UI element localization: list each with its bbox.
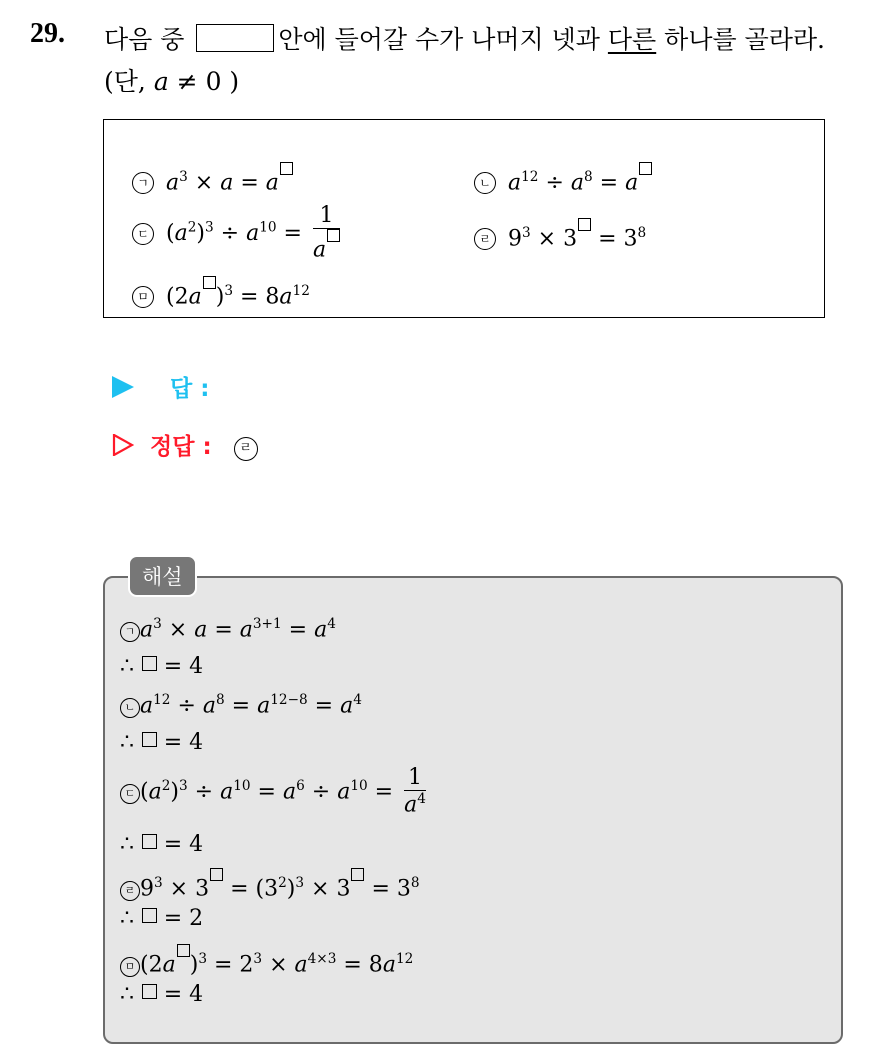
choice-5: ㅁ (2a )$^3 = 8a^{12}$ — [132, 276, 310, 309]
blank-square-icon — [142, 732, 157, 747]
blank-square-icon — [142, 834, 157, 849]
explanation-line: ㄱ $a^3 \times a = a^{3+1} = a^4$ — [120, 616, 336, 642]
choice-marker: ㄷ — [120, 784, 140, 804]
choice-3: ㄷ $(a^2)^3 \div a^{10}$ = $\frac{1}{a}$ — [132, 204, 340, 264]
blank-square-icon — [177, 944, 190, 957]
choice-marker: ㅁ — [120, 957, 140, 977]
correct-answer-value: ㄹ — [234, 437, 258, 461]
question-text — [104, 20, 825, 56]
explanation-line: ∴ = 4 — [120, 654, 204, 679]
question-number: 29. — [30, 18, 65, 49]
choice-marker: ㄱ — [132, 172, 154, 194]
blank-square-icon — [210, 868, 223, 881]
choice-2: ㄴ $a^{12} \div a^8 = a$ — [474, 162, 652, 195]
question-text-after: 안에 들어갈 수가 나머지 넷과 — [278, 25, 600, 54]
blank-square-icon — [142, 908, 157, 923]
explanation-line: ㅁ (2a )$^3 = 2^3 \times a^{4\times 3} = 8a^{12}$ — [120, 944, 413, 977]
explanation-tag: 해설 — [128, 555, 197, 597]
choice-1: ㄱ $a^3 \times a = a$ — [132, 162, 293, 195]
explanation-line: ∴ = 4 — [120, 832, 204, 857]
blank-square-icon — [280, 162, 293, 175]
blank-square-icon — [578, 218, 591, 231]
explanation-line: ㄷ $(a^2)^3 \div a^{10} = a^6 \div a^{10}$ = $\frac{1}{a^4}$ — [120, 766, 426, 819]
explanation-line: ∴ = 2 — [120, 906, 204, 931]
answer-blank-box — [196, 24, 274, 52]
blank-square-icon — [639, 162, 652, 175]
blank-square-icon — [203, 276, 216, 289]
correct-answer-row — [112, 428, 258, 461]
choice-marker: ㄴ — [474, 172, 496, 194]
fraction: $\frac{1}{a}$ — [313, 204, 340, 264]
choices-box — [103, 119, 825, 318]
blank-square-icon — [327, 229, 340, 242]
choice-marker: ㄷ — [132, 223, 154, 245]
explanation-line: ∴ = 4 — [120, 730, 204, 755]
blank-square-icon — [351, 868, 364, 881]
question-text-before: 다음 중 — [104, 25, 185, 54]
explanation-line: ∴ = 4 — [120, 982, 204, 1007]
outline-triangle-icon — [112, 434, 134, 456]
answer-row — [112, 370, 209, 403]
choice-marker: ㄹ — [474, 228, 496, 250]
choice-marker: ㅁ — [132, 286, 154, 308]
fraction: $\frac{1}{a^4}$ — [404, 765, 426, 818]
question-text-end: 하나를 골라라. — [664, 25, 825, 54]
choice-marker: ㄴ — [120, 698, 140, 718]
blank-square-icon — [142, 656, 157, 671]
choice-4: ㄹ $9^3 \times 3 = 3^8$ — [474, 218, 646, 251]
answer-label: 답 : — [170, 376, 210, 402]
question-condition: (단, a ≠ 0 ) — [104, 67, 240, 96]
question-underlined-word: 다른 — [607, 25, 657, 54]
explanation-line: ㄹ $9^3 \times 3 = (3^2)^3 \times 3 = 3^8$ — [120, 868, 420, 901]
play-triangle-icon — [112, 376, 134, 398]
explanation-line: ㄴ $a^{12} \div a^8 = a^{12-8} = a^4$ — [120, 692, 362, 718]
blank-square-icon — [142, 984, 157, 999]
correct-answer-label: 정답 : — [150, 434, 212, 460]
choice-marker: ㄱ — [120, 622, 140, 642]
choice-marker: ㄹ — [120, 881, 140, 901]
